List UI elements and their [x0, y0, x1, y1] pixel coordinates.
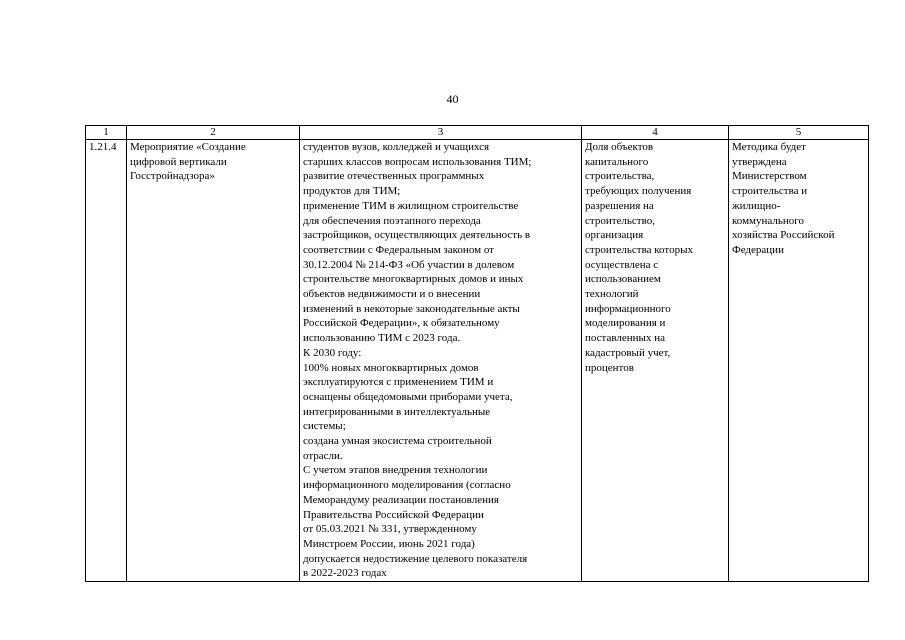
cell-text-line: для обеспечения поэтапного перехода	[303, 214, 481, 227]
cell-text-line: С учетом этапов внедрения технологии	[303, 464, 488, 477]
column-header-3: 3	[300, 126, 582, 140]
cell-text-line: информационного	[585, 302, 671, 315]
cell-text-line: процентов	[585, 361, 634, 374]
cell-text-line: студентов вузов, колледжей и учащихся	[303, 141, 490, 153]
cell-text-line: в 2022-2023 годах	[303, 567, 387, 580]
cell-text-line: Минстроем России, июнь 2021 года)	[303, 537, 475, 550]
cell-methodology	[729, 140, 869, 582]
cell-text-line: кадастровый учет,	[585, 346, 671, 359]
cell-text-line: Федерации	[732, 243, 784, 256]
cell-text-line: технологий	[585, 288, 639, 301]
column-header-2: 2	[127, 126, 300, 140]
cell-text-line: продуктов для ТИМ;	[303, 185, 401, 198]
cell-text-line: строительства и	[732, 185, 808, 198]
cell-text-line: Меморандуму реализации постановления	[303, 493, 499, 506]
cell-indicator	[582, 140, 729, 582]
cell-text-line: отрасли.	[303, 449, 343, 462]
page-number: 40	[446, 92, 459, 106]
cell-text-line: Госстройнадзора»	[130, 170, 215, 183]
cell-text-line: использованию ТИМ с 2023 года.	[303, 332, 461, 345]
cell-text-line: хозяйства Российской	[732, 229, 835, 242]
cell-description	[300, 140, 582, 582]
cell-text-line: объектов недвижимости и о внесении	[303, 288, 481, 301]
cell-text-line: 1.21.4	[89, 141, 117, 153]
cell-text-line: К 2030 году:	[303, 346, 362, 359]
cell-text-line: интегрированными в интеллектуальные	[303, 405, 491, 418]
cell-text-line: использованием	[585, 273, 661, 286]
cell-text-line: поставленных на	[585, 332, 665, 345]
cell-text-line: цифровой вертикали	[130, 155, 227, 168]
cell-text-line: Министерством	[732, 170, 807, 183]
cell-text-line: изменений в некоторые законодательные акты	[303, 302, 520, 315]
cell-text-line: развитие отечественных программных	[303, 170, 485, 183]
cell-text-line: Правительства Российской Федерации	[303, 508, 484, 521]
cell-text-line: Российской Федерации», к обязательному	[303, 317, 500, 330]
cell-text-line: коммунального	[732, 214, 804, 227]
cell-event-name	[127, 140, 300, 582]
cell-text-line: Методика будет	[732, 141, 806, 153]
cell-text-line: жилищно-	[732, 199, 781, 212]
cell-text-line: старших классов вопросам использования ТИМ;	[303, 155, 532, 168]
cell-text-line: строительство,	[585, 214, 655, 227]
column-header-1: 1	[86, 126, 127, 140]
cell-text-line: строительства,	[585, 170, 655, 183]
cell-text-line: системы;	[303, 420, 346, 433]
table-header-row	[86, 126, 869, 140]
cell-text-line: организация	[585, 229, 644, 242]
cell-text-line: застройщиков, осуществляющих деятельность в	[303, 229, 531, 242]
cell-text-line: строительстве многоквартирных домов и иных	[303, 273, 524, 286]
cell-text-line: соответствии с Федеральным законом от	[303, 243, 494, 256]
document-table	[85, 125, 869, 582]
cell-text-line: разрешения на	[585, 199, 654, 212]
cell-text-line: Мероприятие «Создание	[130, 141, 246, 153]
cell-text-line: 100% новых многоквартирных домов	[303, 361, 479, 374]
cell-text-line: строительства которых	[585, 243, 693, 256]
cell-text-line: допускается недостижение целевого показателя	[303, 552, 528, 565]
table-row	[86, 140, 869, 582]
cell-text-line: от 05.03.2021 № 331, утвержденному	[303, 523, 477, 536]
cell-text-line: эксплуатируются с применением ТИМ и	[303, 376, 494, 389]
cell-text-line: утверждена	[732, 155, 787, 168]
cell-item-number	[86, 140, 127, 582]
cell-text-line: требующих получения	[585, 185, 692, 198]
cell-text-line: капитального	[585, 155, 649, 168]
cell-text-line: оснащены общедомовыми приборами учета,	[303, 390, 513, 403]
cell-text-line: осуществлена с	[585, 258, 659, 271]
cell-text-line: применение ТИМ в жилищном строительстве	[303, 199, 519, 212]
cell-text-line: создана умная экосистема строительной	[303, 435, 492, 448]
column-header-4: 4	[582, 126, 729, 140]
cell-text-line: моделирования и	[585, 317, 666, 330]
cell-text-line: информационного моделирования (согласно	[303, 479, 511, 492]
column-header-5: 5	[729, 126, 869, 140]
cell-text-line: Доля объектов	[585, 141, 654, 153]
cell-text-line: 30.12.2004 № 214-ФЗ «Об участии в долевом	[303, 258, 515, 271]
